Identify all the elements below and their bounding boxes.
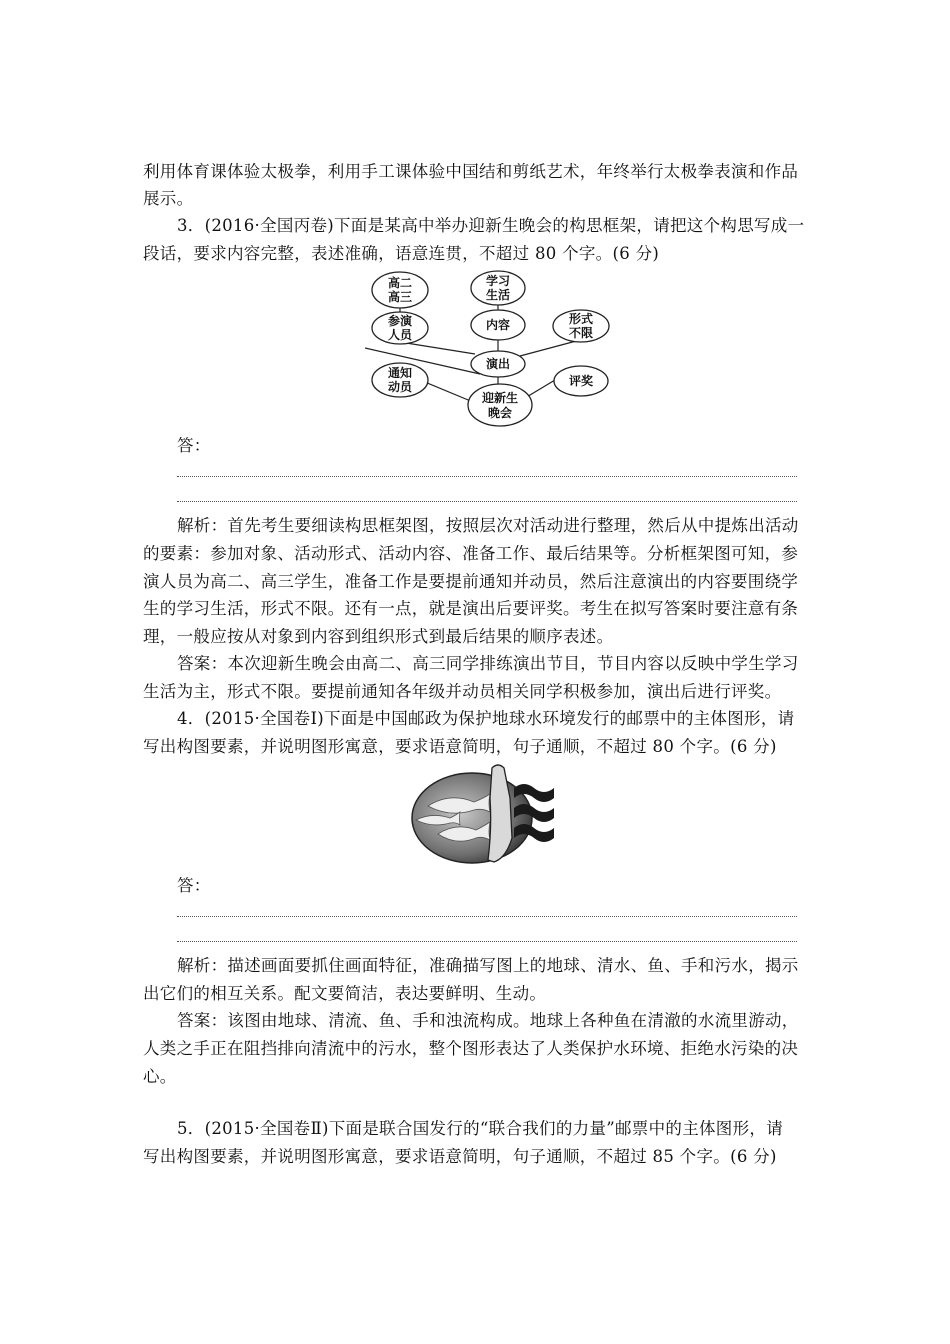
question-5-line: 5．(2015·全国卷Ⅱ)下面是联合国发行的“联合我们的力量”邮票中的主体图形，请 <box>177 1119 783 1138</box>
analysis-line: 的要素：参加对象、活动形式、活动内容、准备工作、最后结果等。分析框架图可知，参 <box>143 544 799 563</box>
node-label: 参演 <box>387 314 413 328</box>
hand-shape <box>488 765 512 862</box>
analysis-line: 出它们的相互关系。配文要简洁，表达要鲜明、生动。 <box>143 984 547 1003</box>
analysis-line: 解析：描述画面要抓住画面特征，准确描写图上的地球、清水、鱼、手和污水，揭示 <box>177 956 799 975</box>
node-label: 迎新生 <box>481 391 519 405</box>
node-label: 内容 <box>485 318 511 332</box>
text-line: 利用体育课体验太极拳，利用手工课体验中国结和剪纸艺术，年终举行太极拳表演和作品 <box>143 162 799 181</box>
question-5-line: 写出构图要素，并说明图形寓意，要求语意简明，句子通顺，不超过 85 个字。(6 分) <box>143 1147 777 1166</box>
node-label: 形式 <box>568 312 594 326</box>
node-label: 通知 <box>387 366 413 380</box>
node-label: 不限 <box>568 326 594 340</box>
node-label: 演出 <box>485 357 511 371</box>
polluted-water-shape <box>514 784 554 842</box>
analysis-line: 解析：首先考生要细读构思框架图，按照层次对活动进行整理，然后从中提炼出活动 <box>177 516 799 535</box>
analysis-line: 生的学习生活，形式不限。还有一点，就是演出后要评奖。考生在拟写答案时要注意有条 <box>143 599 799 618</box>
answer-label: 答： <box>177 436 211 455</box>
node-label: 生活 <box>485 288 511 302</box>
answer-blank-line[interactable] <box>177 916 797 917</box>
question-3-line: 3．(2016·全国丙卷)下面是某高中举办迎新生晚会的构思框架，请把这个构思写成一 <box>177 216 805 235</box>
node-label: 学习 <box>485 274 511 288</box>
answer-line: 生活为主，形式不限。要提前通知各年级并动员相关同学积极参加，演出后进行评奖。 <box>143 682 782 701</box>
node-label: 高二 <box>387 276 413 290</box>
node-label: 晚会 <box>487 406 513 420</box>
stamp-image <box>410 758 570 868</box>
node-label: 人员 <box>387 328 413 342</box>
question-4-line: 写出构图要素，并说明图形寓意，要求语意简明，句子通顺，不超过 80 个字。(6 分) <box>143 737 777 756</box>
node-label: 动员 <box>387 380 413 394</box>
answer-blank-line[interactable] <box>177 501 797 502</box>
question-4-line: 4．(2015·全国卷Ⅰ)下面是中国邮政为保护地球水环境发行的邮票中的主体图形，请 <box>177 709 795 728</box>
answer-label: 答： <box>177 876 211 895</box>
answer-line: 人类之手正在阻挡排向清流中的污水，整个图形表达了人类保护水环境、拒绝水污染的决 <box>143 1039 799 1058</box>
answer-line: 心。 <box>143 1067 177 1086</box>
text-line: 展示。 <box>143 189 194 208</box>
analysis-line: 理，一般应按从对象到内容到组织形式到最后结果的顺序表述。 <box>143 627 614 646</box>
answer-line: 答案：本次迎新生晚会由高二、高三同学排练演出节目，节目内容以反映中学生学习 <box>177 654 799 673</box>
analysis-line: 演人员为高二、高三学生，准备工作是要提前通知并动员，然后注意演出的内容要围绕学 <box>143 572 799 591</box>
answer-line: 答案：该图由地球、清流、鱼、手和浊流构成。地球上各种鱼在清澈的水流里游动， <box>177 1011 799 1030</box>
node-label: 评奖 <box>568 374 594 388</box>
node-label: 高三 <box>387 290 413 304</box>
question-3-line: 段话，要求内容完整，表述准确，语意连贯，不超过 80 个字。(6 分) <box>143 244 660 263</box>
answer-blank-line[interactable] <box>177 476 797 477</box>
framework-diagram <box>365 268 615 433</box>
answer-blank-line[interactable] <box>177 941 797 942</box>
